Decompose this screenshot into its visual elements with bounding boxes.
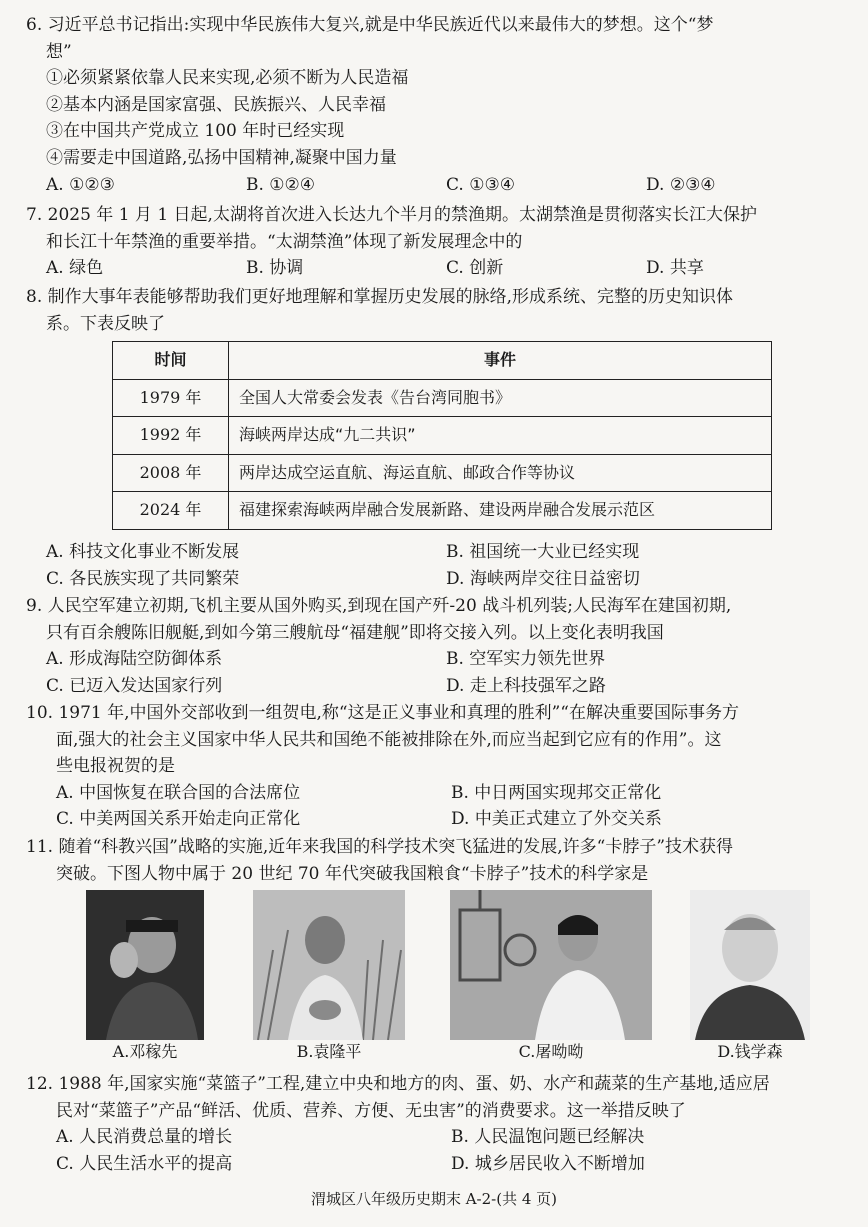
option-a[interactable]: A. ①②③ <box>46 174 115 195</box>
option-d[interactable]: D. 共享 <box>646 258 704 279</box>
year-cell: 2008 年 <box>113 454 229 492</box>
question-stem: 想” <box>46 41 72 62</box>
option-b[interactable]: B. 祖国统一大业已经实现 <box>446 542 640 562</box>
option-c[interactable]: C. 人民生活水平的提高 <box>56 1153 233 1174</box>
answer-options <box>26 1124 846 1151</box>
question-8-options <box>26 539 846 592</box>
portrait-silhouette-icon <box>253 890 405 1040</box>
year-cell: 2024 年 <box>113 492 229 530</box>
table-row <box>113 454 772 492</box>
option-b[interactable]: B. ①②④ <box>246 174 316 195</box>
question-10 <box>26 700 846 833</box>
event-cell: 两岸达成空运直航、海运直航、邮政合作等协议 <box>229 454 772 492</box>
column-header-event: 事件 <box>229 342 772 380</box>
answer-options <box>26 780 846 807</box>
question-7 <box>26 202 846 282</box>
year-cell: 1992 年 <box>113 417 229 455</box>
question-6 <box>26 12 846 198</box>
question-stem: 突破。下图人物中属于 20 世纪 70 年代突破我国粮食“卡脖子”技术的科学家是 <box>56 863 649 884</box>
option-b[interactable]: B. 空军实力领先世界 <box>446 649 606 670</box>
answer-options <box>26 1151 846 1178</box>
option-d[interactable]: D. ②③④ <box>646 174 716 195</box>
option-d[interactable]: D. 走上科技强军之路 <box>446 675 606 696</box>
year-cell: 1979 年 <box>113 379 229 417</box>
question-stem: 10. 1971 年,中国外交部收到一组贺电,称“这是正义事业和真理的胜利”“在解决重要国际事务方 <box>26 703 739 723</box>
portrait-image <box>86 890 204 1040</box>
photo-caption: C.屠呦呦 <box>518 1042 584 1061</box>
photo-option-b[interactable] <box>253 890 405 1063</box>
answer-options <box>26 806 846 833</box>
portrait-silhouette-icon <box>450 890 652 1040</box>
answer-options <box>26 255 846 282</box>
option-b[interactable]: B. 协调 <box>246 258 304 279</box>
question-stem: 9. 人民空军建立初期,飞机主要从国外购买,到现在国产歼-20 战斗机列装;人民海军在建国初期, <box>26 596 732 616</box>
event-cell: 福建探索海峡两岸融合发展新路、建设两岸融合发展示范区 <box>229 492 772 530</box>
statement-item: ④需要走中国道路,弘扬中国精神,凝聚中国力量 <box>46 147 397 168</box>
option-d[interactable]: D. 中美正式建立了外交关系 <box>451 809 662 830</box>
question-11 <box>26 834 846 887</box>
photo-caption: B.袁隆平 <box>296 1042 362 1061</box>
option-a[interactable]: A. 绿色 <box>46 258 104 279</box>
portrait-silhouette-icon <box>86 890 204 1040</box>
event-cell: 海峡两岸达成“九二共识” <box>229 417 772 455</box>
question-stem: 11. 随着“科教兴国”战略的实施,近年来我国的科学技术突飞猛进的发展,许多“卡脖子”技术获得 <box>26 837 734 857</box>
scientist-photos <box>80 890 820 1062</box>
photo-option-a[interactable] <box>86 890 204 1063</box>
question-stem: 6. 习近平总书记指出:实现中华民族伟大复兴,就是中华民族近代以来最伟大的梦想。这个“梦 <box>26 15 714 35</box>
question-stem: 系。下表反映了 <box>46 313 165 334</box>
option-c[interactable]: C. 已迈入发达国家行列 <box>46 675 223 696</box>
option-a[interactable]: A. 中国恢复在联合国的合法席位 <box>56 782 301 803</box>
question-9 <box>26 593 846 699</box>
answer-options <box>26 673 846 700</box>
portrait-image <box>450 890 652 1040</box>
question-stem: 12. 1988 年,国家实施“菜篮子”工程,建立中央和地方的肉、蛋、奶、水产和蔬菜的生产基地,适应居 <box>26 1074 770 1094</box>
option-a[interactable]: A. 形成海陆空防御体系 <box>46 649 223 670</box>
option-c[interactable]: C. 各民族实现了共同繁荣 <box>46 568 240 589</box>
portrait-image <box>253 890 405 1040</box>
chronology-table <box>112 341 772 530</box>
option-a[interactable]: A. 科技文化事业不断发展 <box>46 542 240 562</box>
answer-options <box>26 646 846 673</box>
table-row <box>113 379 772 417</box>
option-c[interactable]: C. 创新 <box>446 258 504 279</box>
option-b[interactable]: B. 人民温饱问题已经解决 <box>451 1127 645 1148</box>
column-header-time: 时间 <box>113 342 229 380</box>
statement-item: ①必须紧紧依靠人民来实现,必须不断为人民造福 <box>46 68 409 89</box>
portrait-silhouette-icon <box>690 890 810 1040</box>
photo-caption: A.邓稼先 <box>112 1042 178 1061</box>
statement-item: ②基本内涵是国家富强、民族振兴、人民幸福 <box>46 94 386 115</box>
option-d[interactable]: D. 城乡居民收入不断增加 <box>451 1153 645 1174</box>
question-stem: 只有百余艘陈旧舰艇,到如今第三艘航母“福建舰”即将交接入列。以上变化表明我国 <box>46 622 664 643</box>
statement-item: ③在中国共产党成立 100 年时已经实现 <box>46 121 345 142</box>
event-cell: 全国人大常委会发表《告台湾同胞书》 <box>229 379 772 417</box>
answer-options <box>26 539 846 566</box>
portrait-image <box>690 890 810 1040</box>
question-stem: 些电报祝贺的是 <box>56 756 175 777</box>
question-8 <box>26 284 846 337</box>
option-b[interactable]: B. 中日两国实现邦交正常化 <box>451 782 662 803</box>
table-header-row <box>113 342 772 380</box>
option-c[interactable]: C. ①③④ <box>446 174 515 195</box>
photo-caption: D.钱学森 <box>717 1042 783 1061</box>
page-footer: 渭城区八年级历史期末 A-2-(共 4 页) <box>310 1190 558 1208</box>
question-stem: 和长江十年禁渔的重要举措。“太湖禁渔”体现了新发展理念中的 <box>46 231 523 252</box>
question-stem: 8. 制作大事年表能够帮助我们更好地理解和掌握历史发展的脉络,形成系统、完整的历史知识体 <box>26 287 734 307</box>
option-c[interactable]: C. 中美两国关系开始走向正常化 <box>56 809 301 830</box>
answer-options <box>26 172 846 199</box>
option-d[interactable]: D. 海峡两岸交往日益密切 <box>446 568 640 589</box>
option-a[interactable]: A. 人民消费总量的增长 <box>56 1127 233 1148</box>
question-stem: 面,强大的社会主义国家中华人民共和国绝不能被排除在外,而应当起到它应有的作用”。这 <box>56 729 722 750</box>
answer-options <box>26 566 846 593</box>
question-stem: 7. 2025 年 1 月 1 日起,太湖将首次进入长达九个半月的禁渔期。太湖禁渔是贯彻落实长江大保护 <box>26 205 757 225</box>
photo-option-d[interactable] <box>690 890 810 1063</box>
table-row <box>113 417 772 455</box>
table-row <box>113 492 772 530</box>
photo-option-c[interactable] <box>450 890 652 1063</box>
question-stem: 民对“菜篮子”产品“鲜活、优质、营养、方便、无虫害”的消费要求。这一举措反映了 <box>56 1100 686 1121</box>
question-12 <box>26 1071 846 1177</box>
